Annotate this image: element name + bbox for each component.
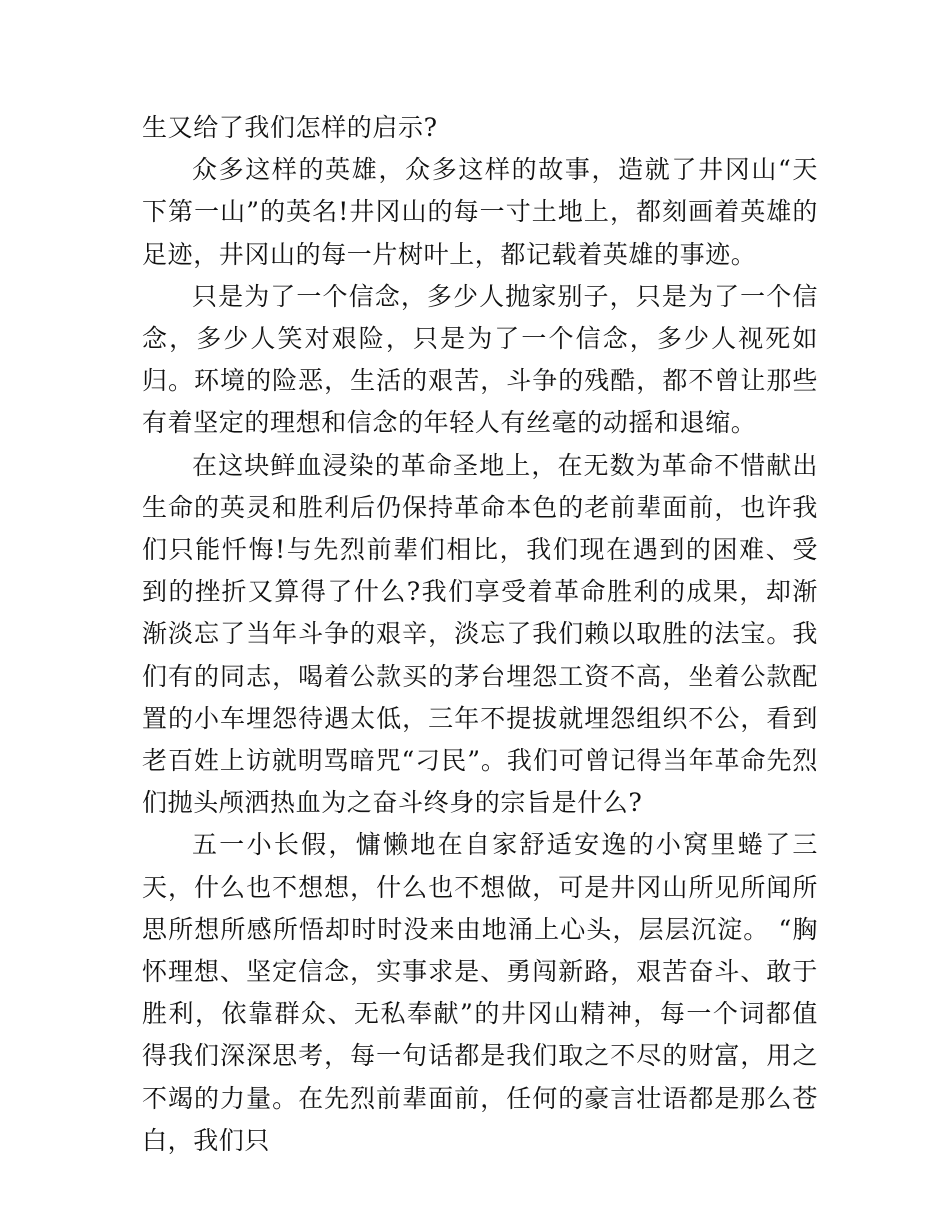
paragraph: 只是为了一个信念，多少人抛家别子，只是为了一个信念，多少人笑对艰险，只是为了一个信念，多少人视死如归。环境的险恶，生活的艰苦，斗争的残酷，都不曾让那些有着坚定的理想和信念的年轻人有丝毫的动摇和退缩。 bbox=[142, 281, 818, 438]
paragraph: 在这块鲜血浸染的革命圣地上，在无数为革命不惜献出生命的英灵和胜利后仍保持革命本色的老前辈面前，也许我们只能忏悔!与先烈前辈们相比，我们现在遇到的困难、受到的挫折又算得了什么?我们享受着革命胜利的成果，却渐渐淡忘了当年斗争的艰辛，淡忘了我们赖以取胜的法宝。我们有的同志，喝着公款买的茅台埋怨工资不高，坐着公款配置的小车埋怨待遇太低，三年不提拔就埋怨组织不公，看到老百姓上访就明骂暗咒“刁民”。我们可曾记得当年革命先烈们抛头颅洒热血为之奋斗终身的宗旨是什么? bbox=[142, 450, 818, 818]
paragraph: 众多这样的英雄，众多这样的故事，造就了井冈山“天下第一山”的英名!井冈山的每一寸土地上，都刻画着英雄的足迹，井冈山的每一片树叶上，都记载着英雄的事迹。 bbox=[142, 155, 818, 269]
document-body bbox=[142, 107, 818, 1162]
paragraph: 五一小长假，慵懒地在自家舒适安逸的小窝里蜷了三天，什么也不想想，什么也不想做，可是井冈山所见所闻所思所想所感所悟却时时没来由地涌上心头，层层沉淀。 “胸怀理想、坚定信念，实事求是、勇闯新路，艰苦奋斗、敢于胜利，依靠群众、无私奉献”的井冈山精神，每一个词都值得我们深深思考，每一句话都是我们取之不尽的财富，用之不竭的力量。在先烈前辈面前，任何的豪言壮语都是那么苍白，我们只 bbox=[142, 830, 818, 1155]
paragraph-continuation: 生又给了我们怎样的启示? bbox=[142, 113, 438, 142]
